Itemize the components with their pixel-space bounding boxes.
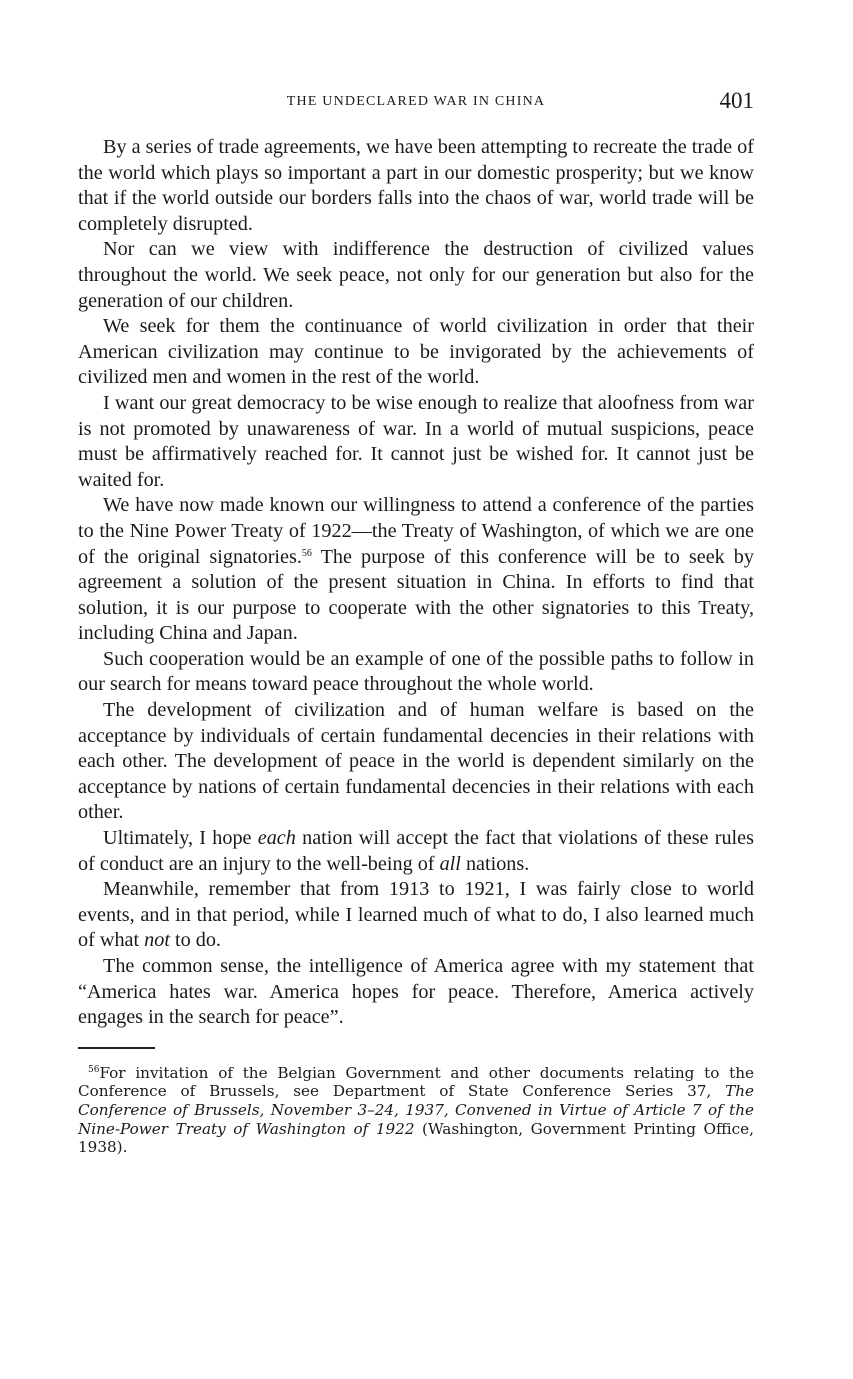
text-run: By a series of trade agreements, we have been attempting to recreate the trade of the world which plays so important a part in our domestic prosperity; but we know that if the world outside our borders falls into the chaos of war, world trade will be completely disrupted. bbox=[78, 136, 754, 235]
footnote-marker: 56 bbox=[301, 547, 312, 559]
page-header bbox=[78, 88, 754, 118]
text-run: The purpose of this conference will be to seek by agreement a solution of the present situation in China. In efforts to find that solution, it is our purpose to cooperate with the other signatories to this Treaty, including China and Japan. bbox=[78, 545, 754, 645]
paragraph bbox=[78, 391, 754, 493]
text-run: nation will accept the fact that violations of these rules of conduct are an injury to the well-being of bbox=[78, 827, 754, 875]
running-title: THE UNDECLARED WAR IN CHINA bbox=[286, 94, 546, 109]
paragraph bbox=[78, 698, 754, 826]
italic-text: each bbox=[257, 827, 296, 850]
page-number: 401 bbox=[719, 88, 754, 113]
text-run: For invitation of the Belgian Government and other documents relating to the Conference of Brussels, see Department of State Conference Series 37, bbox=[78, 1063, 754, 1101]
paragraph bbox=[78, 826, 754, 877]
paragraph bbox=[78, 877, 754, 954]
paragraph bbox=[78, 493, 754, 647]
text-run: Such cooperation would be an example of one of the possible paths to follow in our search for means toward peace throughout the whole world. bbox=[78, 647, 754, 696]
text-run: (Washington, Government Printing Office, 1938). bbox=[78, 1119, 754, 1157]
italic-text: not bbox=[144, 929, 170, 952]
text-run: Nor can we view with indifference the destruction of civilized values throughout the world. We seek peace, not only for our generation but also for the generation of our children. bbox=[78, 238, 754, 312]
text-run: We seek for them the continuance of world civilization in order that their American civilization may continue to be invigorated by the achievements of civilized men and women in the rest of the world. bbox=[78, 315, 754, 389]
text-run: We have now made known our willingness to attend a conference of the parties to the Nine Power Treaty of 1922—the Treaty of Washington, of which we are one of the original signatories. bbox=[78, 494, 754, 568]
text-run: Meanwhile, remember that from 1913 to 1921, I was fairly close to world events, and in that period, while I learned much of what to do, I also learned much of what bbox=[78, 878, 754, 952]
text-run: Ultimately, I hope bbox=[103, 827, 258, 850]
footnote-marker: 56 bbox=[88, 1064, 100, 1075]
italic-text: The Conference of Brussels, November 3–24, 1937, Convened in Virtue of Article 7 of the Nine-Power Treaty of Washington of 1922 bbox=[78, 1082, 754, 1138]
document-page bbox=[78, 88, 754, 1157]
text-run: I want our great democracy to be wise enough to realize that aloofness from war is not promoted by unawareness of war. In a world of mutual suspicions, peace must be affirmatively reached for. It cannot just be wished for. It cannot just be waited for. bbox=[78, 391, 754, 491]
paragraph bbox=[78, 237, 754, 314]
footnote bbox=[78, 1064, 754, 1157]
text-run: The development of civilization and of human welfare is based on the acceptance by individuals of certain fundamental decencies in their relations with each other. The development of peace in the world is dependent similarly on the acceptance by nations of certain fundamental decencies in their relations with each other. bbox=[78, 699, 754, 824]
text-run: The common sense, the intelligence of America agree with my statement that “America hates war. America hopes for peace. Therefore, America actively engages in the search for peace”. bbox=[78, 955, 754, 1029]
paragraph bbox=[78, 954, 754, 1031]
body-text bbox=[78, 135, 754, 1031]
text-run: to do. bbox=[169, 929, 221, 952]
italic-text: all bbox=[439, 852, 461, 875]
paragraph bbox=[78, 647, 754, 698]
footnote-rule bbox=[78, 1047, 155, 1049]
text-run: nations. bbox=[460, 852, 530, 875]
paragraph bbox=[78, 314, 754, 391]
paragraph bbox=[78, 135, 754, 237]
